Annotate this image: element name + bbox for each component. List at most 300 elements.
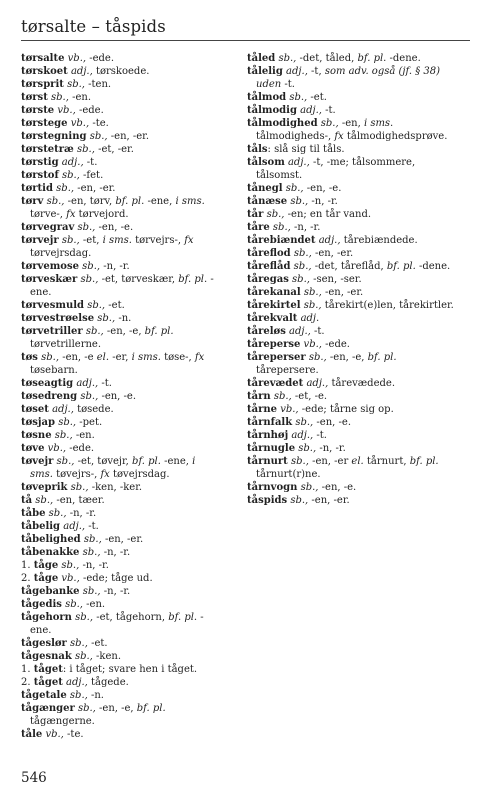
entry-text: -t, -me; tålsommere, tålsomst. [256,157,416,181]
headword: tå [21,495,33,506]
grammar-label: bf. pl. [144,326,174,337]
headword: tågeslør [21,638,67,649]
dictionary-entry [21,481,221,494]
entry-text: -en, tørv, [67,196,116,207]
entry-text: -en, -er. [314,248,354,259]
headword: tågebanke [21,586,80,597]
grammar-label: i sms. [131,352,165,363]
dictionary-entry [21,182,221,195]
headword: tårnfalk [247,417,293,428]
grammar-label: adj., [291,430,317,441]
dictionary-entry [247,325,457,338]
entry-text: -t. [86,157,98,168]
grammar-label: sb., [80,274,102,285]
dictionary-entry [21,689,221,702]
entry-text: -t. [316,430,327,441]
dictionary-entry [247,156,457,182]
headword: tørstegning [21,131,87,142]
grammar-label: sb., [65,599,87,610]
headword: tøseagtig [21,378,74,389]
headword: tørvestrøelse [21,313,95,324]
entry-text: -det, tåled, [299,53,358,64]
headword: tårne [247,404,277,415]
grammar-label: sb., [46,196,68,207]
entry-text: -et, [82,235,103,246]
headword: tørvetriller [21,326,83,337]
headword: tår [247,209,264,220]
headword: tøsedreng [21,391,78,402]
dictionary-entry [21,169,221,182]
grammar-label: sb., [293,248,315,259]
headword: tørstof [21,170,59,181]
dictionary-entry [21,507,221,520]
entry-text: -dene. [418,261,451,272]
headword: tåreperse [247,339,301,350]
grammar-label: sb., [272,222,294,233]
dictionary-entry [247,338,457,351]
headword: tågænger [21,703,75,714]
headword: tørvemose [21,261,79,272]
dictionary-entry [21,52,221,65]
dictionary-entry [247,312,457,325]
headword: tånæse [247,196,288,207]
entry-text: -et, -e. [294,391,328,402]
entry-text: -en, -e, [106,326,145,337]
grammar-label: vb., [67,53,90,64]
entry-text: -en, -e, [329,352,368,363]
headword: tørv [21,196,44,207]
entry-text: -t. [101,378,112,389]
headword: tørvejr [21,235,59,246]
entry-text: -et. [91,638,108,649]
dictionary-entry [21,663,221,676]
entry-text: -n, -r. [319,443,346,454]
grammar-label: sb., [82,547,104,558]
dictionary-entry [247,117,457,143]
grammar-label: sb., [82,586,104,597]
grammar-label: sb., [303,287,325,298]
entry-text: -en. [75,430,95,441]
headword: tågetale [21,690,67,701]
grammar-label: fx [66,209,79,220]
headword: tågedis [21,599,62,610]
dictionary-entry [247,182,457,195]
headword: tørst [21,92,48,103]
dictionary-entry [21,78,221,91]
dictionary-entry [247,260,457,273]
entry-text: -en. [86,599,106,610]
grammar-label: sb., [278,53,300,64]
dictionary-entry [21,130,221,143]
headword: tåreperser [247,352,306,363]
entry-text: -ken, -ker. [91,482,143,493]
headword: tålelig [247,66,283,77]
headword: tøsne [21,430,52,441]
dictionary-entry [21,728,221,741]
grammar-label: som adv. også (jf. § 38) uden [256,66,441,90]
grammar-label: sb., [300,482,322,493]
dictionary-entry [21,416,221,429]
grammar-label: vb., [61,573,83,584]
grammar-label: bf. pl. [367,352,397,363]
entry-text: -sen, -ser. [313,274,362,285]
headword: tøveprik [21,482,68,493]
grammar-label: sb., [266,209,288,220]
grammar-label: bf. pl. [136,703,166,714]
dictionary-entry [21,546,221,559]
grammar-label: sb., [74,651,97,662]
entry-text: tøvejrsdag. [113,469,170,480]
grammar-label: sb., [285,183,307,194]
headword: tåbelig [21,521,61,532]
dictionary-entry [247,286,457,299]
grammar-label: adj., [286,66,312,77]
dictionary-entry [247,221,457,234]
grammar-label: sb., [77,144,99,155]
grammar-label: sb., [51,92,73,103]
entry-text: -en, tæer. [56,495,105,506]
headword: tåregas [247,274,289,285]
entry-text: 1. [21,664,34,675]
grammar-label: adj., [76,378,102,389]
headword: tårekirtel [247,300,301,311]
dictionary-entry [21,403,221,416]
grammar-label: sb., [97,313,119,324]
grammar-label: fx [184,235,194,246]
grammar-label: vb., [45,729,68,740]
entry-text: -ene. [30,274,214,298]
running-header: tørsalte – tåspids [21,17,166,36]
dictionary-entry [21,221,221,234]
dictionary-entry [247,65,457,91]
dictionary-entry [21,65,221,78]
headword: tårn [247,391,271,402]
grammar-label: sb., [58,417,80,428]
grammar-label: vb., [303,339,326,350]
entry-text: -ede. [89,53,115,64]
headword: tåreløs [247,326,286,337]
entry-text: -t. [88,521,99,532]
entry-text: tørve-, [30,209,67,220]
grammar-label: sb., [290,456,313,467]
dictionary-entry [21,637,221,650]
dictionary-entry [247,481,457,494]
entry-text: -et, tørveskær, [101,274,179,285]
entry-text: -er, [112,352,132,363]
grammar-label: sb., [54,430,76,441]
grammar-label: sb., [320,118,342,129]
headword: tåget [33,664,63,675]
entry-text: -ede; tårne sig op. [301,404,394,415]
headword: tørsprit [21,79,64,90]
headword: tåget [33,677,63,688]
grammar-label: sb., [298,443,320,454]
entry-text: -en, -er. [104,534,144,545]
entry-text: -fet. [83,170,104,181]
dictionary-entry [21,598,221,611]
entry-text: -te. [67,729,84,740]
headword: tårnurt [247,456,288,467]
entry-text: -en; en tår vand. [287,209,372,220]
headword: tågesnak [21,651,72,662]
entry-text: tårevædede. [331,378,395,389]
headword: tøs [21,352,38,363]
grammar-label: sb., [303,300,325,311]
entry-text: tårepersere. [256,365,319,376]
headword: tørtid [21,183,53,194]
headword: tåreflåd [247,261,291,272]
grammar-label: adj., [63,521,89,532]
grammar-label: sb., [83,534,105,545]
headword: tåbenakke [21,547,80,558]
headword: tålsom [247,157,285,168]
grammar-label: sb., [87,300,109,311]
dictionary-entry [247,403,457,416]
entry-text: -en, -e. [98,222,134,233]
entry-text: -en, -er [312,456,352,467]
dictionary-entry [21,390,221,403]
grammar-label: sb., [35,495,57,506]
grammar-label: bf. pl. [386,261,419,272]
headword: tålmodig [247,105,297,116]
page-number: 546 [21,770,47,786]
headword: tåbe [21,508,46,519]
dictionary-entry [21,117,221,130]
dictionary-entry [247,455,457,481]
dictionary-entry [247,208,457,221]
grammar-label: sb., [290,495,312,506]
headword: tårevædet [247,378,304,389]
header-rule [21,40,470,41]
grammar-label: sb., [85,326,107,337]
dictionary-entry [247,390,457,403]
entry-text: -n, -r. [103,261,130,272]
grammar-label: sb., [295,417,317,428]
entry-text: -ede. [325,339,350,350]
grammar-label: vb., [57,105,79,116]
grammar-label: sb., [61,235,83,246]
entry-text: 2. [21,677,34,688]
grammar-label: sb., [273,391,295,402]
dictionary-entry [247,377,457,390]
grammar-label: sb., [67,79,89,90]
entry-text: -en. [72,92,91,103]
headword: tøsjap [21,417,56,428]
dictionary-entry [21,533,221,546]
entry-text: -ede. [78,105,104,116]
entry-text: -en, -e. [321,482,357,493]
headword: tåbelighed [21,534,81,545]
headword: tørstig [21,157,59,168]
entry-text: -ede; tåge ud. [82,573,153,584]
headword: tørveskær [21,274,78,285]
grammar-label: adj., [52,404,78,415]
headword: tårekanal [247,287,301,298]
entry-text: -ken. [96,651,122,662]
headword: tåls [247,144,268,155]
headword: tørvesmuld [21,300,85,311]
headword: tårnvogn [247,482,298,493]
dictionary-entry [21,611,221,637]
grammar-label: i sms. [363,118,394,129]
entry-text: tøsede. [77,404,114,415]
entry-text: -n, -r. [103,547,131,558]
dictionary-entry [21,650,221,663]
grammar-label: fx [334,131,347,142]
grammar-label: sb., [70,482,92,493]
entry-text: 2. [21,573,34,584]
entry-text: tålmodighedsprøve. [346,131,448,142]
dictionary-entry [21,559,221,572]
grammar-label: adj., [300,105,326,116]
headword: tåspids [247,495,288,506]
grammar-label: sb., [308,352,330,363]
entry-text: -t. [325,105,336,116]
headword: tålmod [247,92,287,103]
entry-text: tålmodigheds-, [256,131,335,142]
entry-text: tøsebarn. [30,365,78,376]
entry-text: -t. [314,326,325,337]
dictionary-entry [247,494,457,507]
entry-text: -ten. [88,79,112,90]
dictionary-entry [247,351,457,377]
dictionary-entry [21,325,221,351]
dictionary-entry [21,143,221,156]
grammar-label: bf. pl. [409,456,439,467]
headword: tågehorn [21,612,72,623]
dictionary-entry [21,195,221,221]
dictionary-entry [247,143,457,156]
dictionary-entry [21,104,221,117]
entry-text: tørvetrillerne. [30,339,102,350]
grammar-label: i sms. [175,196,205,207]
dictionary-entry [21,585,221,598]
headword: tørsalte [21,53,65,64]
grammar-label: sb., [41,352,63,363]
headword: tørskoet [21,66,68,77]
entry-text: -t, [311,66,325,77]
dictionary-entry [21,429,221,442]
grammar-label: vb., [70,118,93,129]
entry-text: tørvejord. [78,209,129,220]
headword: tårebiændet [247,235,316,246]
grammar-label: sb., [48,508,70,519]
entry-text: tågængerne. [30,716,95,727]
dictionary-entry [21,273,221,299]
entry-text: -n. [90,690,104,701]
grammar-label: adj., [318,235,344,246]
entry-text: -en, -er. [324,287,364,298]
entry-text: tørvejrs-, [135,235,185,246]
headword: tøve [21,443,45,454]
grammar-label: sb., [77,222,99,233]
dictionary-entry [247,273,457,286]
entry-text: -en, -er. [77,183,116,194]
grammar-label: sb., [89,131,111,142]
entry-text: -det, tåreflåd, [314,261,387,272]
entry-text: -ene, [147,196,176,207]
headword: tørstege [21,118,68,129]
dictionary-entry [21,156,221,169]
entries-column-left [21,52,221,741]
grammar-label: adj. [300,313,320,324]
entry-text: -en, [341,118,364,129]
grammar-label: sb., [82,261,104,272]
entry-text: -en, -er. [110,131,150,142]
entry-text: tårekirt(e)len, tårekirtler. [324,300,454,311]
entry-text: -ene. [30,612,204,636]
entry-text: tårnurt(r)ne. [256,469,321,480]
entry-text: : slå sig til tåls. [267,144,345,155]
entry-text: -n. [118,313,132,324]
entry-text: -en, -e. [316,417,351,428]
entry-text: tårnurt, [366,456,410,467]
dictionary-entry [21,312,221,325]
grammar-label: adj., [287,157,313,168]
entry-text: -ene, [164,456,193,467]
grammar-label: sb., [56,456,78,467]
grammar-label: sb., [75,612,97,623]
entry-text: -et, tøvejr, [77,456,133,467]
dictionary-entry [21,377,221,390]
headword: tålmodighed [247,118,318,129]
dictionary-entry [247,91,457,104]
dictionary-entry [21,455,221,481]
grammar-label: adj., [289,326,315,337]
grammar-label: adj., [306,378,332,389]
grammar-label: sb., [56,183,78,194]
entry-text: -te. [92,118,109,129]
entry-text: -en, -e. [306,183,342,194]
grammar-label: sb., [77,703,100,714]
entries-column-right [247,52,457,507]
entry-text: -n, -r. [311,196,338,207]
dictionary-entry [21,494,221,507]
headword: tøvejr [21,456,54,467]
entry-text: -et, -er. [98,144,134,155]
headword: tåled [247,53,276,64]
dictionary-entry [247,104,457,117]
entry-text: -et. [310,92,327,103]
entry-text: tårebiændede. [343,235,418,246]
grammar-label: bf. pl. [178,274,211,285]
dictionary-entry [247,234,457,247]
grammar-label: adj., [61,157,87,168]
entry-text: -en, -er. [311,495,350,506]
entry-text: -dene. [389,53,421,64]
dictionary-entry [21,299,221,312]
entry-text: -n, -r. [82,560,109,571]
entry-text: : i tåget; svare hen i tåget. [62,664,198,675]
entry-text: -n, -r. [294,222,321,233]
headword: tørstetræ [21,144,74,155]
grammar-label: bf. pl. [115,196,148,207]
dictionary-entry [247,52,457,65]
grammar-label: i sms. [30,456,196,480]
grammar-label: sb., [292,274,314,285]
dictionary-entry [247,429,457,442]
headword: tåreflod [247,248,291,259]
entry-text: tøvejrs-, [56,469,101,480]
grammar-label: bf. pl. [357,53,390,64]
entry-text: tørvejrsdag. [30,248,92,259]
grammar-label: adj., [70,66,96,77]
grammar-label: bf. pl. [132,456,165,467]
dictionary-entry [21,442,221,455]
dictionary-entry [247,442,457,455]
grammar-label: vb., [47,443,70,454]
entry-text: -et, tågehorn, [96,612,169,623]
